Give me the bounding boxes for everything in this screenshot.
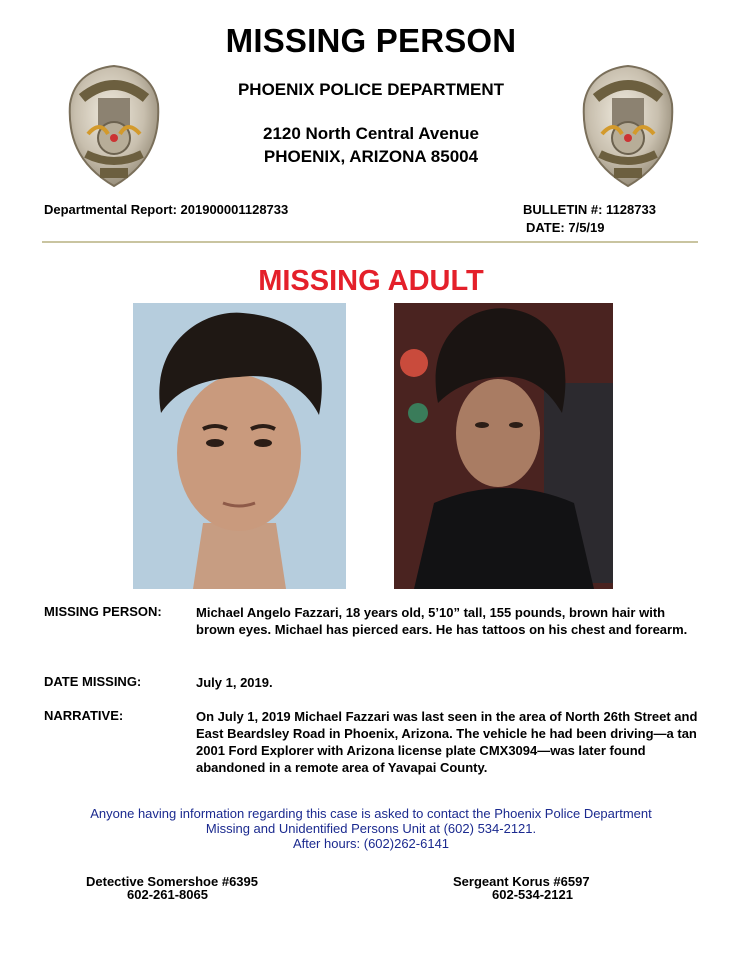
detective-name: Detective Somershoe #6395 (86, 874, 258, 889)
contact-line-2: Missing and Unidentified Persons Unit at (602) 534-2121. (205, 821, 537, 836)
police-badge-icon (582, 64, 674, 188)
sergeant-phone: 602-534-2121 (492, 887, 573, 902)
date-missing-label: DATE MISSING: (44, 674, 142, 689)
detective-phone: 602-261-8065 (127, 887, 208, 902)
contact-information (0, 806, 742, 851)
contact-line-1: Anyone having information regarding this case is asked to contact the Phoenix Police Department (90, 806, 652, 821)
police-badge-icon (68, 64, 160, 188)
sergeant-name: Sergeant Korus #6597 (453, 874, 590, 889)
department-name: PHOENIX POLICE DEPARTMENT (237, 80, 505, 99)
missing-person-label: MISSING PERSON: (44, 604, 162, 619)
bulletin-date: DATE: 7/5/19 (526, 220, 605, 235)
date-missing-value: July 1, 2019. (196, 675, 273, 690)
divider (42, 241, 698, 243)
portrait-photo (133, 303, 346, 589)
page-title: MISSING PERSON (225, 22, 517, 59)
narrative-label: NARRATIVE: (44, 708, 124, 723)
departmental-report: Departmental Report: 201900001128733 (44, 202, 289, 217)
bulletin-number: BULLETIN #: 1128733 (523, 202, 656, 217)
address-line-1: 2120 North Central Avenue (262, 124, 480, 143)
candid-photo (394, 303, 613, 589)
missing-adult-heading: MISSING ADULT (258, 265, 484, 297)
contact-line-3: After hours: (602)262-6141 (292, 836, 450, 851)
missing-person-description: Michael Angelo Fazzari, 18 years old, 5’10” tall, 155 pounds, brown hair with brown eyes. Michael has pierced ears. He has tattoos on his chest and forearm. (196, 605, 688, 637)
narrative-text: On July 1, 2019 Michael Fazzari was last seen in the area of North 26th Street and East Beardsley Road in Phoenix, Arizona. The vehicle he had been driving—a tan 2001 Ford Explorer with Arizona license plate CMX3094—was later found abandoned in a remote area of Yavapai County. (196, 709, 698, 775)
address-line-2: PHOENIX, ARIZONA 85004 (263, 147, 479, 166)
